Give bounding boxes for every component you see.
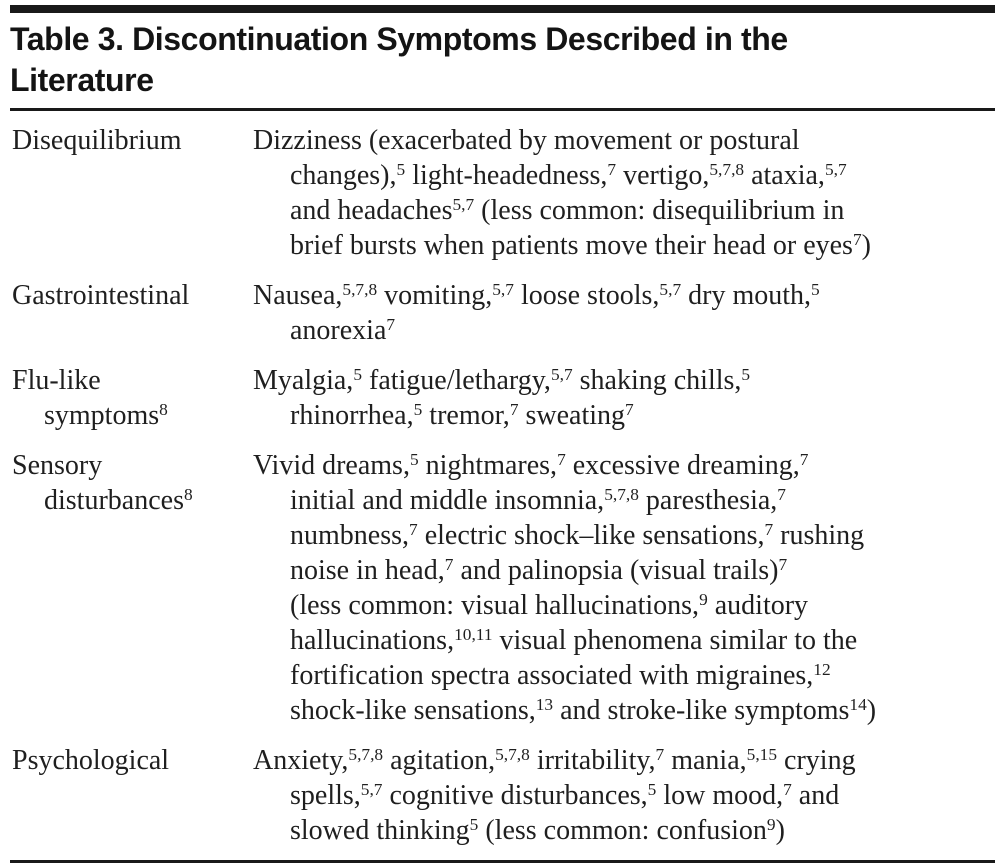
table-body	[10, 111, 995, 848]
superscript-reference: 5,7	[452, 194, 475, 214]
superscript-reference: 7	[409, 519, 418, 539]
superscript-reference: 5	[413, 399, 423, 419]
superscript-reference: 8	[159, 399, 168, 419]
superscript-reference: 7	[607, 159, 617, 179]
superscript-reference: 5	[396, 159, 406, 179]
superscript-reference: 5,7	[659, 279, 682, 299]
superscript-reference: 8	[183, 484, 193, 504]
superscript-reference: 5,7,8	[495, 744, 530, 764]
superscript-reference: 7	[557, 449, 566, 469]
superscript-reference: 5	[469, 814, 479, 834]
description-cell: Myalgia,$^5$ fatigue/lethargy,$^{5,7}$ shaking chills,$^5$ rhinorrhea,$^5$ tremor,$^7$ sweating$^7$	[253, 364, 751, 431]
description-cell: Anxiety,$^{5,7,8}$ agitation,$^{5,7,8}$ irritability,$^7$ mania,$^{5,15}$ crying spells,$^{5,7}$ cognitive disturbances,$^5$ low mood,$^7$ and slowed thinking$^5$ (less common: confusion$^9$)	[253, 744, 856, 846]
superscript-reference: 7	[655, 744, 665, 764]
superscript-reference: 13	[535, 694, 554, 714]
description-cell: Nausea,$^{5,7,8}$ vomiting,$^{5,7}$ loose stools,$^{5,7}$ dry mouth,$^5$ anorexia$^7$	[253, 279, 820, 346]
superscript-reference: 14	[849, 694, 867, 714]
superscript-reference: 7	[625, 399, 634, 419]
superscript-reference: 5	[647, 779, 657, 799]
superscript-reference: 9	[766, 814, 776, 834]
superscript-reference: 5,7,8	[348, 744, 384, 764]
category-cell: Psychological	[12, 745, 170, 776]
superscript-reference: 7	[386, 314, 396, 334]
table-row	[12, 278, 995, 348]
superscript-reference: 5	[409, 449, 419, 469]
table-row	[12, 363, 995, 433]
superscript-reference: 5,7	[492, 279, 514, 299]
table-title: Table 3. Discontinuation Symptoms Described in the Literature	[10, 21, 788, 98]
superscript-reference: 7	[783, 779, 792, 799]
table-row	[12, 743, 995, 848]
category-cell: Flu-like symptoms$^8$	[12, 365, 168, 431]
category-cell: Sensory disturbances$^8$	[12, 450, 193, 516]
superscript-reference: 12	[813, 659, 831, 679]
superscript-reference: 7	[764, 519, 774, 539]
superscript-reference: 5,7	[360, 779, 383, 799]
superscript-reference: 7	[509, 399, 519, 419]
superscript-reference: 5,7,8	[342, 279, 378, 299]
superscript-reference: 5	[811, 279, 820, 299]
category-cell: Gastrointestinal	[12, 280, 190, 311]
superscript-reference: 7	[778, 554, 788, 574]
table-row	[12, 123, 995, 263]
top-rule	[10, 5, 995, 13]
description-cell: Dizziness (exacerbated by movement or postural changes),$^5$ light-headedness,$^7$ vertigo,$^{5,7,8}$ ataxia,$^{5,7}$ and headaches$^{5,7}$ (less common: disequilibrium in brief bursts when patients move their head or eyes$^7$)	[253, 125, 871, 261]
superscript-reference: 7	[852, 229, 862, 249]
superscript-reference: 5,7	[824, 159, 847, 179]
superscript-reference: 5	[353, 364, 362, 384]
category-cell: Disequilibrium	[12, 125, 182, 156]
superscript-reference: 7	[799, 449, 809, 469]
superscript-reference: 5,7,8	[709, 159, 745, 179]
bottom-rule	[10, 860, 995, 863]
superscript-reference: 7	[777, 484, 786, 504]
superscript-reference: 5,7,8	[604, 484, 639, 504]
superscript-reference: 5,15	[746, 744, 778, 764]
superscript-reference: 9	[699, 589, 708, 609]
superscript-reference: 7	[444, 554, 454, 574]
table-row	[12, 448, 995, 728]
description-cell: Vivid dreams,$^5$ nightmares,$^7$ excessive dreaming,$^7$ initial and middle insomnia,$^{5,7,8}$ paresthesia,$^7$ numbness,$^7$ electric shock–like sensations,$^7$ rushing noise in head,$^7$ and palinopsia (visual trails)$^7$ (less common: visual hallucinations,$^9$ auditory hallucinations,$^{10,11}$ visual phenomena similar to the fortification spectra associated with migraines,$^{12}$ shock-like sensations,$^{13}$ and stroke-like symptoms$^{14}$)	[253, 449, 877, 726]
superscript-reference: 10,11	[454, 624, 493, 644]
superscript-reference: 5,7	[550, 364, 573, 384]
superscript-reference: 5	[741, 364, 751, 384]
